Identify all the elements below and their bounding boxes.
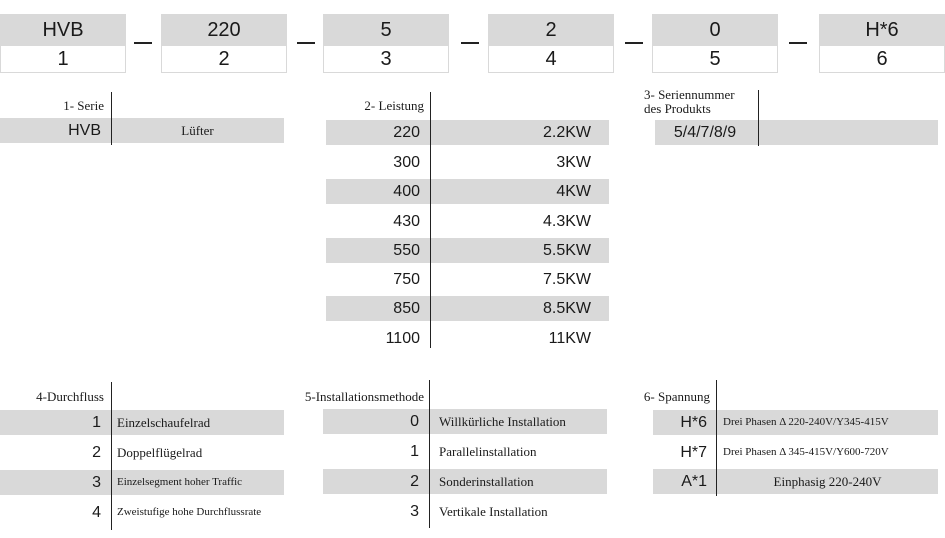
table-row xyxy=(653,440,938,465)
separator-dash xyxy=(625,42,643,44)
spannung-code: A*1 xyxy=(681,473,707,490)
separator-dash xyxy=(297,42,315,44)
installation-header: 5-Installationsmethode xyxy=(304,389,424,404)
column-divider xyxy=(429,380,430,528)
installation-desc: Parallelinstallation xyxy=(439,444,537,459)
leistung-value: 2.2KW xyxy=(542,124,591,141)
installation-code: 0 xyxy=(410,413,419,430)
code-segment-value: 220 xyxy=(162,15,286,46)
code-segment-position: 4 xyxy=(545,48,557,70)
leistung-header: 2- Leistung xyxy=(364,98,424,113)
table-row xyxy=(326,179,609,204)
code-segment-value: 0 xyxy=(653,15,777,46)
column-divider xyxy=(758,90,759,146)
code-segment-position: 2 xyxy=(218,48,230,70)
table-row xyxy=(326,238,609,263)
table-row xyxy=(323,409,607,434)
table-row xyxy=(326,209,609,234)
code-segment-position: 1 xyxy=(57,48,69,70)
code-segment-6 xyxy=(819,14,945,73)
code-segment-position: 3 xyxy=(380,48,392,70)
leistung-code: 400 xyxy=(393,183,420,200)
separator-dash xyxy=(461,42,479,44)
table-row xyxy=(326,267,609,292)
serie-header: 1- Serie xyxy=(63,98,104,113)
leistung-value: 7.5KW xyxy=(542,271,591,288)
seriennummer-header xyxy=(644,88,754,116)
table-row xyxy=(326,120,609,145)
leistung-value: 4KW xyxy=(556,183,591,200)
table-row xyxy=(326,296,609,321)
spannung-desc: Einphasig 220-240V xyxy=(773,474,882,489)
table-row xyxy=(323,499,607,524)
spannung-code: H*6 xyxy=(680,414,707,431)
installation-code: 1 xyxy=(410,443,419,460)
code-segment-value: HVB xyxy=(1,15,125,46)
table-row xyxy=(0,470,284,495)
spannung-desc: Drei Phasen Δ 220-240V/Y345-415V xyxy=(723,416,889,428)
table-row xyxy=(0,500,284,525)
serie-code: HVB xyxy=(68,122,101,139)
code-segment-position: 5 xyxy=(709,48,721,70)
installation-desc: Vertikale Installation xyxy=(439,504,548,519)
durchfluss-code: 2 xyxy=(92,444,101,461)
table-row xyxy=(323,439,607,464)
code-segment-2 xyxy=(161,14,287,73)
code-segment-value: 5 xyxy=(324,15,448,46)
durchfluss-desc: Einzelschaufelrad xyxy=(117,415,211,430)
leistung-value: 3KW xyxy=(556,154,591,171)
leistung-value: 4.3KW xyxy=(542,213,591,230)
seriennummer-header-line2: des Produkts xyxy=(644,101,711,116)
column-divider xyxy=(716,380,717,496)
spannung-desc: Drei Phasen Δ 345-415V/Y600-720V xyxy=(723,446,889,458)
table-row xyxy=(323,469,607,494)
installation-code: 2 xyxy=(410,473,419,490)
leistung-code: 220 xyxy=(393,124,420,141)
durchfluss-header: 4-Durchfluss xyxy=(36,389,104,404)
table-row xyxy=(655,120,938,145)
table-row xyxy=(0,118,284,143)
leistung-code: 1100 xyxy=(385,330,420,347)
durchfluss-code: 3 xyxy=(92,474,101,491)
code-segment-value: 2 xyxy=(489,15,613,46)
seriennummer-desc xyxy=(759,120,938,145)
spannung-header: 6- Spannung xyxy=(643,389,710,404)
code-segment-position: 6 xyxy=(876,48,888,70)
separator-dash xyxy=(134,42,152,44)
durchfluss-code: 4 xyxy=(92,504,101,521)
installation-desc: Willkürliche Installation xyxy=(439,414,566,429)
table-row xyxy=(326,150,609,175)
leistung-code: 300 xyxy=(393,154,420,171)
separator-dash xyxy=(789,42,807,44)
column-divider xyxy=(111,382,112,530)
durchfluss-desc: Einzelsegment hoher Traffic xyxy=(117,476,243,488)
leistung-code: 430 xyxy=(393,213,420,230)
leistung-value: 8.5KW xyxy=(542,300,591,317)
code-segment-3 xyxy=(323,14,449,73)
leistung-code: 850 xyxy=(393,300,420,317)
code-segment-4 xyxy=(488,14,614,73)
table-row xyxy=(653,469,938,494)
installation-desc: Sonderinstallation xyxy=(439,474,534,489)
durchfluss-desc: Zweistufige hohe Durchflussrate xyxy=(117,506,262,518)
column-divider xyxy=(111,92,112,145)
serie-desc: Lüfter xyxy=(181,123,214,138)
table-row xyxy=(326,326,609,351)
table-row xyxy=(0,440,284,465)
seriennummer-code: 5/4/7/8/9 xyxy=(673,124,737,141)
durchfluss-code: 1 xyxy=(92,414,101,431)
leistung-value: 11KW xyxy=(548,330,591,347)
code-segment-value: H*6 xyxy=(820,15,944,46)
leistung-code: 750 xyxy=(393,271,420,288)
leistung-value: 5.5KW xyxy=(542,242,591,259)
column-divider xyxy=(430,92,431,348)
spannung-code: H*7 xyxy=(680,444,707,461)
durchfluss-desc: Doppelflügelrad xyxy=(117,445,203,460)
installation-code: 3 xyxy=(410,503,419,520)
table-row xyxy=(0,410,284,435)
code-segment-1 xyxy=(0,14,126,73)
leistung-code: 550 xyxy=(393,242,420,259)
table-row xyxy=(653,410,938,435)
code-segment-5 xyxy=(652,14,778,73)
seriennummer-header-line1: 3- Seriennummer xyxy=(644,87,735,102)
